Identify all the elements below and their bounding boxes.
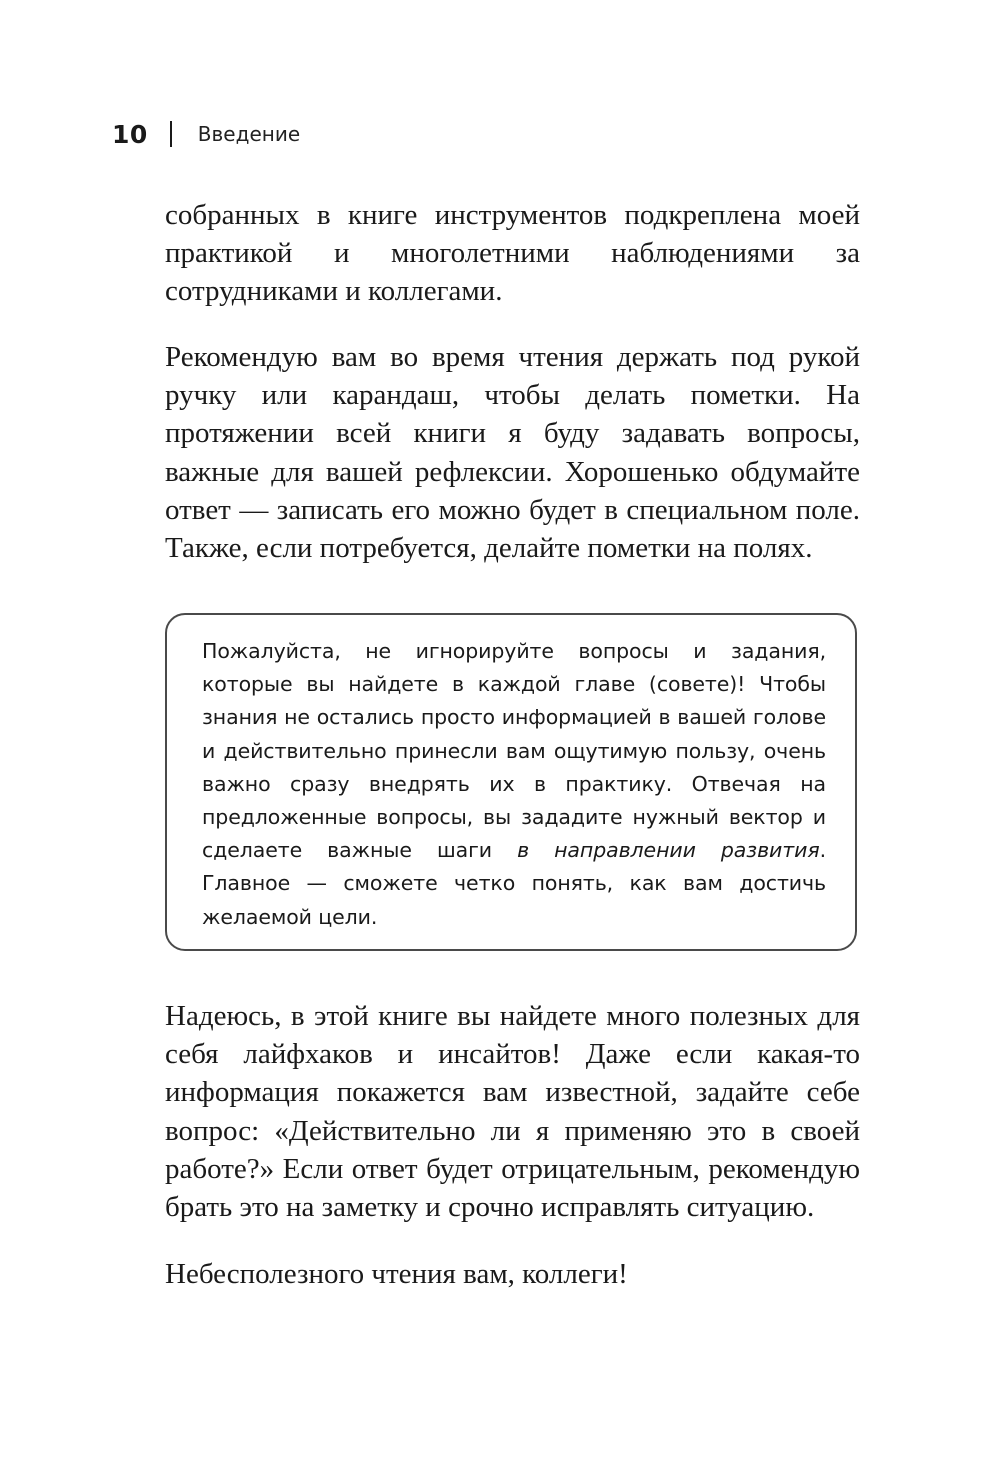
closing-line: Небесполезного чтения вам, коллеги! [165, 1258, 628, 1290]
callout-text-end: . Главное — сможете четко понять, как вам достичь желаемой цели. [202, 838, 826, 929]
callout-box [165, 613, 857, 951]
body-paragraph: Рекомендую вам во время чтения держать под рукой ручку или карандаш, чтобы делать пометки. На протяжении всей книги я буду задавать вопросы, важные для вашей рефлексии. Хорошенько обдумайте ответ — записать его можно будет в специальном поле. Также, если потребуется, делайте пометки на полях. [165, 341, 860, 565]
callout-text-start: Пожалуйста, не игнорируйте вопросы и задания, которые вы найдете в каждой главе (совете)! Чтобы знания не остались просто информацией в вашей голове и действительно принесли вам ощутимую пользу, очень важно сразу внедрять их в практику. Отвечая на предложенные вопросы, вы зададите нужный вектор и сделаете важные шаги [202, 639, 826, 863]
body-paragraph: собранных в книге инструментов подкреплена моей практикой и многолетними наблюдениями за сотрудниками и коллегами. [165, 199, 860, 308]
body-paragraph: Надеюсь, в этой книге вы найдете много полезных для себя лайфхаков и инсайтов! Даже если какая-то информация покажется вам известной, задайте себе вопрос: «Действительно ли я применяю это в своей работе?» Если ответ будет отрицательным, рекомендую брать это на заметку и срочно исправлять ситуацию. [165, 1000, 860, 1224]
callout-text-italic: в направлении развития [517, 838, 820, 863]
callout-text [202, 635, 826, 934]
section-title: Введение [197, 122, 301, 146]
running-head [112, 114, 300, 154]
page-number: 10 [112, 119, 148, 149]
header-divider [170, 121, 172, 147]
